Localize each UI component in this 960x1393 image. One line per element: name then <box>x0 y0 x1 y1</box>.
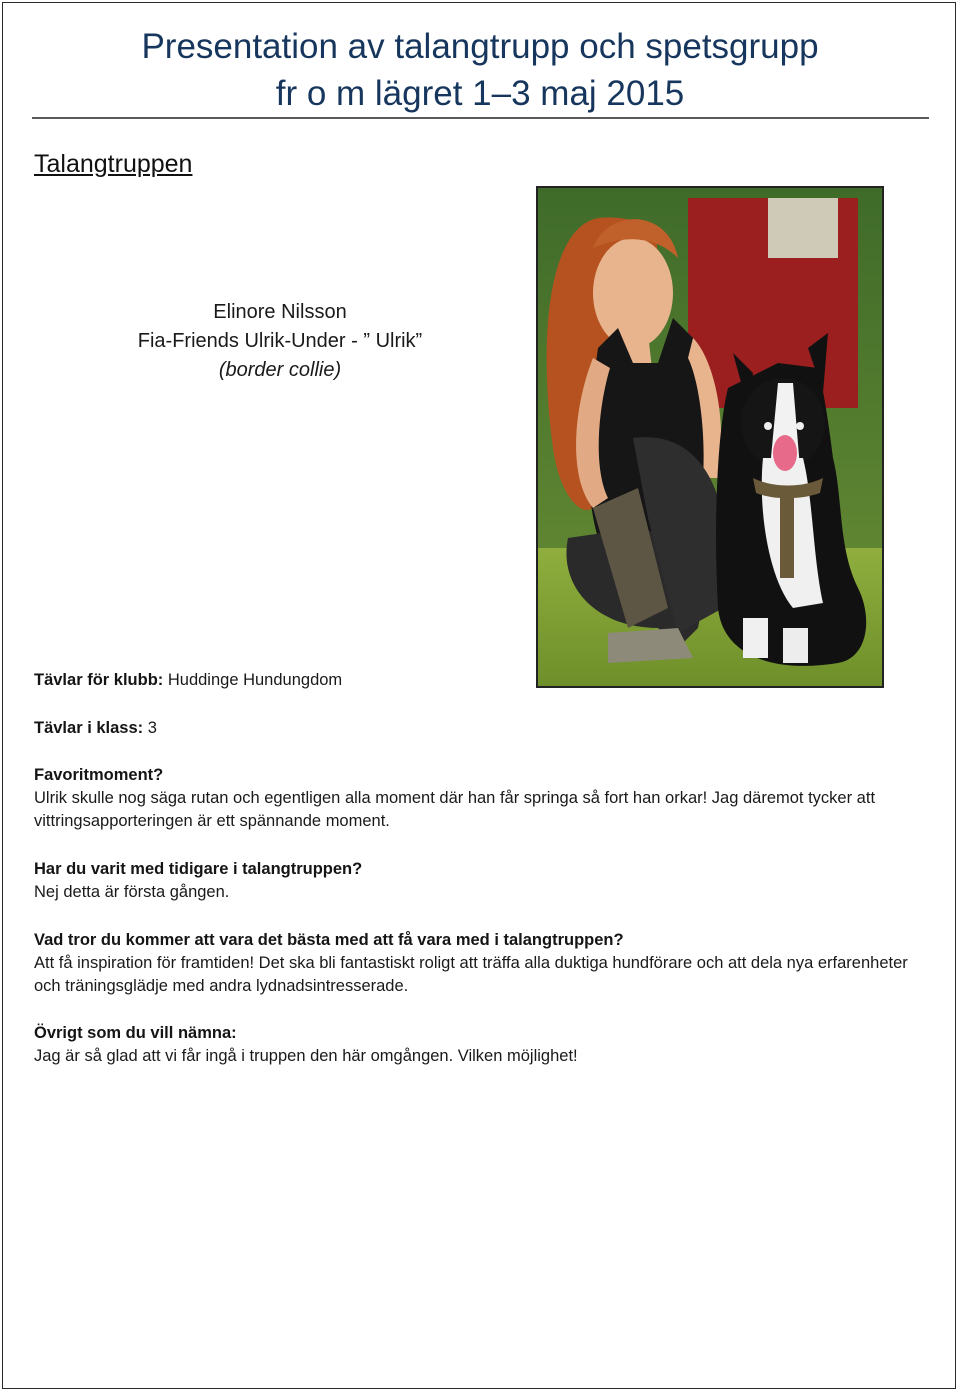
profile-block <box>60 298 500 385</box>
title-line-1: Presentation av talangtrupp och spetsgrupp <box>141 27 819 66</box>
answer-3: Att få inspiration för framtiden! Det ska bli fantastiskt roligt att träffa alla duktiga hundförare och att dela nya erfarenheter och träningsglädje med andra lydnadsintresserade. <box>34 954 908 995</box>
answer-2: Nej detta är första gången. <box>34 883 230 901</box>
club-row <box>34 669 924 692</box>
question-2: Har du varit med tidigare i talangtruppen? <box>34 860 363 878</box>
title-divider <box>32 117 929 119</box>
dog-name: Fia-Friends Ulrik-Under - ” Ulrik” <box>137 330 423 352</box>
answer-4: Jag är så glad att vi får ingå i truppen den här omgången. Vilken möjlighet! <box>34 1047 578 1065</box>
class-row <box>34 717 924 740</box>
question-block-3 <box>34 929 924 998</box>
question-3: Vad tror du kommer att vara det bästa med att få vara med i talangtruppen? <box>34 931 624 949</box>
person-name: Elinore Nilsson <box>213 301 347 323</box>
dog-breed: (border collie) <box>218 359 342 381</box>
club-value: Huddinge Hundungdom <box>163 671 343 689</box>
question-block-4 <box>34 1022 924 1068</box>
club-label: Tävlar för klubb: <box>34 671 164 689</box>
title-line-2: fr o m lägret 1–3 maj 2015 <box>275 74 685 113</box>
class-label: Tävlar i klass: <box>34 719 144 737</box>
question-4: Övrigt som du vill nämna: <box>34 1024 237 1042</box>
class-value: 3 <box>143 719 157 737</box>
answer-1: Ulrik skulle nog säga rutan och egentligen alla moment där han får springa så fort han orkar! Jag däremot tycker att vittringsapporteringen är ett spännande moment. <box>34 789 876 830</box>
question-block-1 <box>34 764 924 833</box>
question-1: Favoritmoment? <box>34 766 164 784</box>
question-block-2 <box>34 858 924 904</box>
profile-photo <box>536 186 884 688</box>
section-heading: Talangtruppen <box>34 150 193 178</box>
